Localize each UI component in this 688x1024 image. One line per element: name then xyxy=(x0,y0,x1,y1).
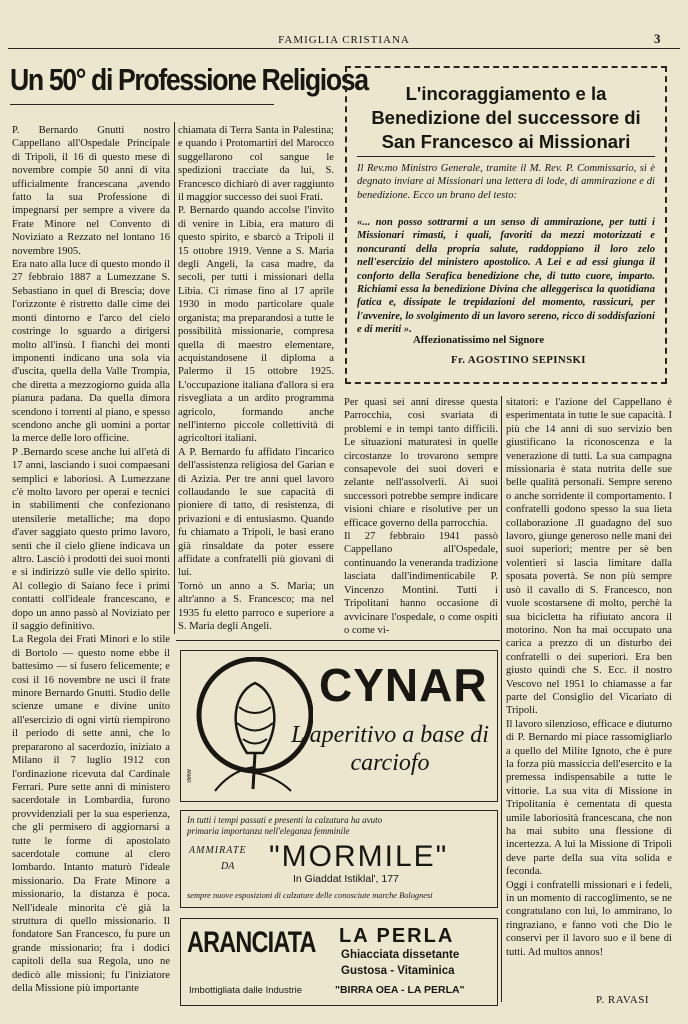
mormile-ad xyxy=(180,810,498,908)
aranciata-footer-left: Imbottigliata dalle Industrie xyxy=(189,985,303,996)
letter-closing: Affezionatissimo nel Signore xyxy=(413,334,545,346)
aranciata-name: LA PERLA xyxy=(339,925,455,947)
article-headline: Un 50° di Professione Religiosa xyxy=(10,62,368,97)
column-divider-3 xyxy=(501,396,502,1002)
article-col-2: chiamata di Terra Santa in Palestina; e quando i Protomartiri del Marocco suggellarono col sangue le spedizioni tracciate da lui, S. Francesco dichiarò di aver raggiunto il maggior successo dei suoi Frati. P. Bernardo quando accolse l'invito di venire in Libia, era maturo di questo spirito, e sbarcò a Tripoli il 15 ottobre 1919. Venne a S. Maria degli Angeli, la casa madre, da secoli, per tutti i missionari della Libia. Ci rimase fino al 17 aprile 1930 in modo particolare quale organista; ma preparandosi a tutte le possibilità missionarie, compresa quella di maestro elementare, acquistandosene il diploma a Palermo il 15 ottobre 1925. L'occupazione italiana d'allora si era risvegliata a un ardito programma agricolo, formando anche nell'interno piccole collettività di agricoltori italiani. A P. Bernardo fu affidato l'incarico dell'assistenza religiosa del Garian e di Azizia. Per tre anni quel lavoro collaudando le sue capacità di pioniere di tatto, di resistenza, di privazioni e di entusiasmo. Quando fu chiamato a Tripoli, le basi erano già rinsaldate da poter essere affidate a confratelli più giovani di lui. Tornò un anno a S. Maria; un altr'anno a S. Francesco; ma nel 1935 fu eletto parroco e superiore a S. Maria degli Angeli. xyxy=(178,125,334,632)
letter-quote: «... non posso sottrarmi a un senso di ammirazione, per tutti i Missionari rimasti, i quali, favoriti da mezzi motorizzati e noncuranti della propria salute, raddoppiano il loro zelo nell'esercizio del ministero apostolico. A Lei e ad essi giunga il conforto della Serafica benedizione che, di tutto cuore, imparto. Richiami essa la benedizione Divina che alleggerisca la quotidiana fatica e, dissipate le trepidazioni del momento, rassicuri, per l'avvenire, lo svolgimento di un lavoro sereno, ricco di soddisfazioni e di meriti ». xyxy=(357,217,655,336)
aranciata-ad xyxy=(180,918,498,1006)
article-right-signature: P. RAVASI xyxy=(596,994,650,1006)
article-col-3: Per quasi sei anni diresse questa Parrocchia, così svariata di problemi e in tempi tanto difficili. Le situazioni maturatesi in quelle circostanze lo trovarono sempre consapevole dei suoi doveri e zelante nell'assolverli. Ai suoi successori potrebbe sempre indicare visioni chiare e risolutive per un efficace governo della parrocchia. Il 27 febbraio 1941 passò Cappellano all'Ospedale, continuando la veneranda tradizione lasciata dall'indimenticabile P. Vincenzo Montini. Tutti i Tripolitani hanno occasione di avvicinare l'ospedale, o come ospiti o come vi- xyxy=(344,397,498,634)
letter-signature: Fr. AGOSTINO SEPINSKI xyxy=(451,354,586,366)
article-col-4: sitatori: e l'azione del Cappellano è esperimentata in tutte le sue capacità. I più che 14 anni di suo servizio ben giustificano la riconoscenza e la venerazione di tutti. La sua campagna missionaria è stata nutrita delle sue belle qualità personali. Sempre sereno o anche sorridente il comportamento. I confratelli godono spesso la sua lieta collaborazione .Il guadagno del suo lavoro, giunge generoso nelle mani dei suoi superiori; mentre per sè ben volentieri si lascia limitare dalla sposata povertà. Se non più sempre usò il cavallo di S. Francesco, non vuole scostarsene di molto, perchè la sua bicicletta ha rifiutato ancora il motorino. Non ha mai occupato una carica a prezzo di un disturbo dei confratelli o dei superiori. Era ben giusto quindi che S. Ecc. il nostro Vescovo nel 1951 lo chiamasse a far parte del Consiglio del Vicariato di Tripoli. Il lavoro silenzioso, efficace e diuturno di P. Bernardo mi piace rassomigliarlo a quello del Milite Ignoto, che è pure la forza più massiccia dell'esercito e la premessa indispensabile a tutte le vittorie. La sua vita di Missione in Tripolitania è cementata di questa umile laboriosità francescana, che non ha mai subito una flessione di incertezza. A lui la Missione di Tripoli deve parte della sua vita solida e feconda. Oggi i confratelli missionari e i fedeli, in un momento di raccoglimento, se ne congratulano con lui, lo ammirano, lo ringraziano, e fanno voti che Dio le conservi per il lavoro suo e il bene di tutti. Ad multos annos! xyxy=(506,397,672,958)
headline-underline xyxy=(10,104,274,105)
column-divider-1 xyxy=(174,122,175,634)
aranciata-tagline-2: Gustosa - Vitaminica xyxy=(341,965,455,977)
header-rule xyxy=(8,48,680,49)
cynar-brand: CYNAR xyxy=(319,659,488,711)
mormile-address: In Giaddat Istiklal', 177 xyxy=(293,873,399,885)
mormile-footer: sempre nuove esposizioni di calzature delle conosciute marche Bolognesi xyxy=(187,891,433,900)
mormile-brand: "MORMILE" xyxy=(269,840,449,873)
article-col-1: P. Bernardo Gnutti nostro Cappellano all'Ospedale Principale di Tripoli, il 16 di questo mese di novembre compie 50 anni di vita ufficialmente francescana ,avendo fatto la sua Professione di impegnarsi per sempre a vivere da Frate Minore nel Convento di Noviziato a Rezzato nel lontano 16 novembre 1905. Era nato alla luce di questo mondo il 27 febbraio 1887 a Lumezzane S. Sebastiano in quel di Brescia; dove l'orizzonte è ristretto dalle cime dei monti dintorno e l'arco del cielo costringe lo sguardo a dirigersi molto all'insù. I fianchi dei monti imponenti indicano una sola via d'uscita, quella della Valle Trompia, che diretta a mezzogiorno guida alla pianura padana. Da quella dimora scendono i torrenti al piano, e spesso scendono anche gli uomini a portar la merce delle loro officine. P .Bernardo scese anche lui all'età di 17 anni, lasciando i suoi compaesani semplici e laboriosi. A Lumezzane c'è molto lavoro per operai e tecnici in stabilimenti che confezionano utensilerie metalliche; ma dopo d'aver saggiato questo primo lavoro, sentì che il cielo gliene indicava un altro. Lasciò i prodotti dei suoi monti e si indirizzò sulle vie dello spirito. Al collegio di Saiano fece i primi contatti coll'ideale francescano, e dopo un anno passò al Noviziato per il saggio definitivo. La Regola dei Frati Minori e lo stile di Bortolo — questo nome ebbe il battesimo — si fusero felicemente; e così il 16 novembre ne uscì il frate minore Bernardo Gnutti. Studio delle scienze umane e divine unito all'esercizio di ogni virtù riempirono il periodo di sette anni, che lo prepararono al sacerdozio, iniziato a Milano il 7 luglio 1912 con l'ordinazione ricevuta dal Cardinale Ferrari. Pure sette anni di ministero sacerdotale in Lombardia, furono provvidenziali per la sua esperienza, che gli permisero di aggiornarsi a tutte le forme di apostolato sacerdotale comune al clero lombardo. Intanto maturò l'ideale missionario. Da Frate Minore a missionario, la distanza è poca. Nell'ideale minorita c'è già la struttura di quello missionario. Il fondatore San Francesco, fu pure un grande missionario; fra i dodici capitoli della sua Regola, uno ne dedicò alle missioni; fu l'iniziatore della Missione più importante xyxy=(12,125,170,994)
header-title: FAMIGLIA CRISTIANA xyxy=(278,34,410,46)
mormile-intro: In tutti i tempi passati e presenti la calzatura ha avuto primaria importanza nell'eleganza femminile xyxy=(187,815,383,836)
mormile-da: DA xyxy=(221,861,235,872)
page-number: 3 xyxy=(654,31,661,46)
letter-rule xyxy=(357,156,655,157)
letter-intro: Il Rev.mo Ministro Generale, tramite il M. Rev. P. Commissario, si è degnato inviare ai Missionari una lettera di lode, di ammirazione e di benedizione. Ecco un brano del testo: xyxy=(357,163,655,201)
aranciata-footer-right: "BIRRA OEA - LA PERLA" xyxy=(335,984,465,996)
aranciata-brand: ARANCIATA xyxy=(187,926,316,959)
aranciata-tagline-1: Ghiacciata dissetante xyxy=(341,949,460,961)
letter-box xyxy=(345,66,667,384)
cynar-ad xyxy=(180,650,498,802)
letter-headline: L'incoraggiamento e la Benedizione del successore di San Francesco ai Missionari xyxy=(371,83,641,152)
cynar-small-mark: ANAR xyxy=(185,769,191,783)
mormile-admire: AMMIRATE xyxy=(189,845,247,856)
cynar-slogan: L'aperitivo a base di carciofo xyxy=(291,722,489,776)
ads-top-rule xyxy=(176,640,500,641)
